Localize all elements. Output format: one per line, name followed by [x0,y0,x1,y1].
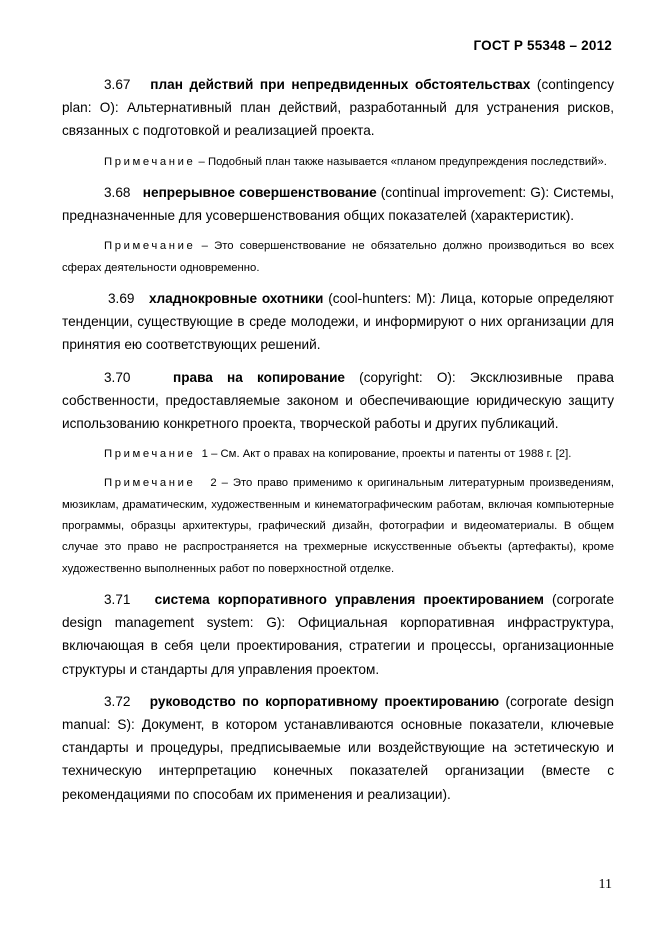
term-3-70 [62,366,614,436]
term-name: система корпоративного управления проектированием [154,591,544,607]
note-text: – Подобный план также называется «планом предупреждения последствий». [195,155,607,168]
term-3-68 [62,181,614,227]
term-3-67 [62,73,614,143]
note-number: 2 [210,477,217,490]
term-number: 3.68 [104,184,131,200]
term-name: хладнокровные охотники [148,290,324,306]
term-name: права на копирование [173,369,345,385]
document-header: ГОСТ Р 55348 – 2012 [473,38,612,53]
page-number: 11 [598,877,612,892]
note-3-70-1 [62,444,614,465]
note-3-67 [62,152,614,173]
document-body [62,73,614,815]
term-definition: (corporate design management system: G): Официальная корпоративная инфраструктура, включающая в себя цели проектирования, стратегии и процессы, организационные структуры и стандарты для управления проектом. [62,591,615,677]
note-label: Примечание [104,155,196,168]
term-number: 3.70 [104,369,131,385]
term-3-71 [62,588,614,681]
term-name: руководство по корпоративному проектированию [149,693,500,709]
term-definition: (cool-hunters: M): Лица, которые определяют тенденции, существующие в среде молодежи, и информируют о них организации для принятия ею соответствующих решений. [62,290,614,353]
term-number: 3.67 [104,77,131,92]
note-text: – Это право применимо к оригинальным литературным произведениям, мюзиклам, драматическим, художественным и кинематографическим работам, включая компьютерные программы, образцы архитектуры, графический дизайн, фотографии и видеоматериалы. В общем случае это право не распространяется на трехмерные искусственные объекты (артефакты), кроме художественно выполненных работ по поверхностной отделке. [62,477,614,575]
term-definition: (copyright: O): Эксклюзивные права собственности, предоставляемые законом и обеспечивающие юридическую защиту использованию конкретного проекта, творческой работы и других публикаций. [62,369,614,431]
note-text: – Это совершенствование не обязательно должно производиться во всех сферах деятельности одновременно. [62,240,614,274]
term-definition: (corporate design manual: S): Документ, в котором устанавливаются основные показатели, ключевые стандарты и процедуры, предписываемые или воздействующие на эстетическую и техническую интерпретацию конечных показателей организации (вместе с рекомендациями по способам их применения и реализации). [62,693,614,802]
note-label: Примечание [104,240,196,253]
term-definition: (contingency plan: O): Альтернативный план действий, разработанный для устранения рисков, связанных с подготовкой и реализацией проекта. [62,77,614,139]
term-definition: (continual improvement: G): Системы, предназначенные для усовершенствования общих показателей (характеристик). [62,184,614,224]
term-number: 3.72 [104,693,131,709]
term-3-72 [62,690,614,806]
note-3-68 [62,236,614,279]
note-number: 1 [201,448,208,461]
term-number: 3.71 [104,591,131,607]
term-name: непрерывное совершенствование [142,184,377,200]
note-label: Примечание [104,448,196,461]
note-3-70-2 [62,473,614,579]
term-name: план действий при непредвиденных обстоятельствах [150,77,531,92]
note-text: – См. Акт о правах на копирование, проекты и патенты от 1988 г. [2]. [207,448,572,461]
note-label: Примечание [104,477,196,490]
term-3-69 [62,287,614,357]
term-number: 3.69 [108,290,135,306]
